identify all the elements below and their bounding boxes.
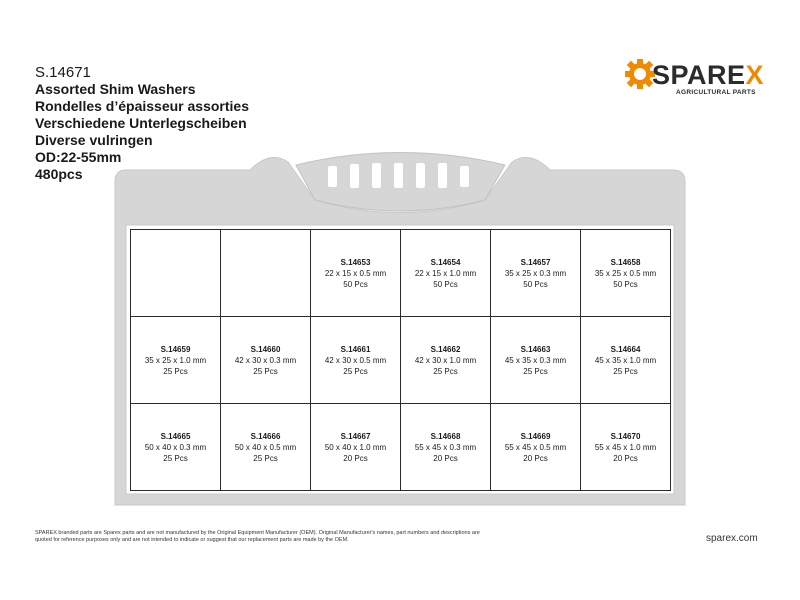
title-de: Verschiedene Unterlegscheiben (35, 115, 247, 131)
compartment-size: 50 x 40 x 0.5 mm (234, 442, 297, 452)
compartment-sku: S.14669 (520, 431, 551, 441)
title-fr: Rondelles d’épaisseur assorties (35, 98, 249, 114)
compartment-size: 55 x 45 x 0.5 mm (504, 442, 567, 452)
compartment-cell (400, 316, 491, 404)
compartment-qty: 20 Pcs (523, 453, 548, 463)
compartment-size: 35 x 25 x 1.0 mm (144, 355, 207, 365)
compartment-size: 22 x 15 x 1.0 mm (414, 268, 477, 278)
compartment-size: 45 x 35 x 0.3 mm (504, 355, 567, 365)
compartment-size: 35 x 25 x 0.3 mm (504, 268, 567, 278)
compartment-cell (490, 316, 581, 404)
disclaimer-text: SPAREX branded parts are Sparex parts and are not manufactured by the Original Equipment Manufacturer (OEM). Original Manufacturer's names, part numbers and descriptions are quoted for reference purposes only and are not intended to indicate or suggest that our replacement parts are made by the OEM. (35, 530, 480, 543)
compartment-size: 42 x 30 x 1.0 mm (414, 355, 477, 365)
title-nl: Diverse vulringen (35, 132, 153, 148)
compartment-grid (130, 229, 670, 490)
compartment-cell (580, 229, 671, 317)
piece-count: 480pcs (35, 166, 83, 182)
compartment-cell (220, 403, 311, 491)
compartment-cell (310, 316, 401, 404)
compartment-sku: S.14657 (520, 257, 551, 267)
product-code: S.14671 (35, 64, 91, 81)
compartment-sku: S.14666 (250, 431, 281, 441)
compartment-size: 50 x 40 x 0.3 mm (144, 442, 207, 452)
compartment-qty: 25 Pcs (163, 366, 188, 376)
compartment-cell (310, 403, 401, 491)
compartment-cell (220, 229, 311, 317)
compartment-cell (490, 403, 581, 491)
compartment-cell (580, 403, 671, 491)
compartment-sku: S.14667 (340, 431, 371, 441)
brand-x: X (745, 60, 765, 90)
compartment-qty: 25 Pcs (343, 366, 368, 376)
brand-wordmark (652, 60, 764, 90)
compartment-sku: S.14664 (610, 344, 641, 354)
compartment-sku: S.14659 (160, 344, 191, 354)
compartment-size: 22 x 15 x 0.5 mm (324, 268, 387, 278)
compartment-sku: S.14658 (610, 257, 641, 267)
outer-diameter-range: OD:22-55mm (35, 149, 122, 165)
compartment-cell (580, 316, 671, 404)
compartment-qty: 50 Pcs (523, 279, 548, 289)
compartment-sku: S.14661 (340, 344, 371, 354)
compartment-sku: S.14663 (520, 344, 551, 354)
compartment-qty: 25 Pcs (613, 366, 638, 376)
compartment-size: 50 x 40 x 1.0 mm (324, 442, 387, 452)
compartment-cell (130, 316, 221, 404)
compartment-qty: 20 Pcs (613, 453, 638, 463)
compartment-qty: 50 Pcs (613, 279, 638, 289)
compartment-qty: 25 Pcs (163, 453, 188, 463)
compartment-sku: S.14660 (250, 344, 281, 354)
compartment-cell (490, 229, 581, 317)
compartment-sku: S.14670 (610, 431, 641, 441)
compartment-sku: S.14653 (340, 257, 371, 267)
compartment-qty: 20 Pcs (343, 453, 368, 463)
brand-tagline: AGRICULTURAL PARTS (676, 89, 756, 96)
brand-main: SPARE (652, 60, 746, 90)
compartment-qty: 25 Pcs (523, 366, 548, 376)
compartment-size: 55 x 45 x 0.3 mm (414, 442, 477, 452)
title-en: Assorted Shim Washers (35, 81, 196, 97)
compartment-cell (400, 229, 491, 317)
compartment-qty: 50 Pcs (433, 279, 458, 289)
compartment-cell (400, 403, 491, 491)
compartment-size: 35 x 25 x 0.5 mm (594, 268, 657, 278)
website-link[interactable]: sparex.com (706, 533, 758, 544)
compartment-sku: S.14654 (430, 257, 461, 267)
compartment-qty: 25 Pcs (253, 453, 278, 463)
product-header (35, 64, 249, 183)
sparex-logo (624, 58, 764, 102)
compartment-qty: 25 Pcs (253, 366, 278, 376)
compartment-sku: S.14668 (430, 431, 461, 441)
compartment-cell (310, 229, 401, 317)
compartment-sku: S.14665 (160, 431, 191, 441)
compartment-size: 45 x 35 x 1.0 mm (594, 355, 657, 365)
compartment-qty: 25 Pcs (433, 366, 458, 376)
compartment-cell (130, 403, 221, 491)
compartment-qty: 20 Pcs (433, 453, 458, 463)
compartment-sku: S.14662 (430, 344, 461, 354)
compartment-qty: 50 Pcs (343, 279, 368, 289)
compartment-size: 55 x 45 x 1.0 mm (594, 442, 657, 452)
compartment-cell (220, 316, 311, 404)
compartment-size: 42 x 30 x 0.3 mm (234, 355, 297, 365)
compartment-size: 42 x 30 x 0.5 mm (324, 355, 387, 365)
compartment-cell (130, 229, 221, 317)
